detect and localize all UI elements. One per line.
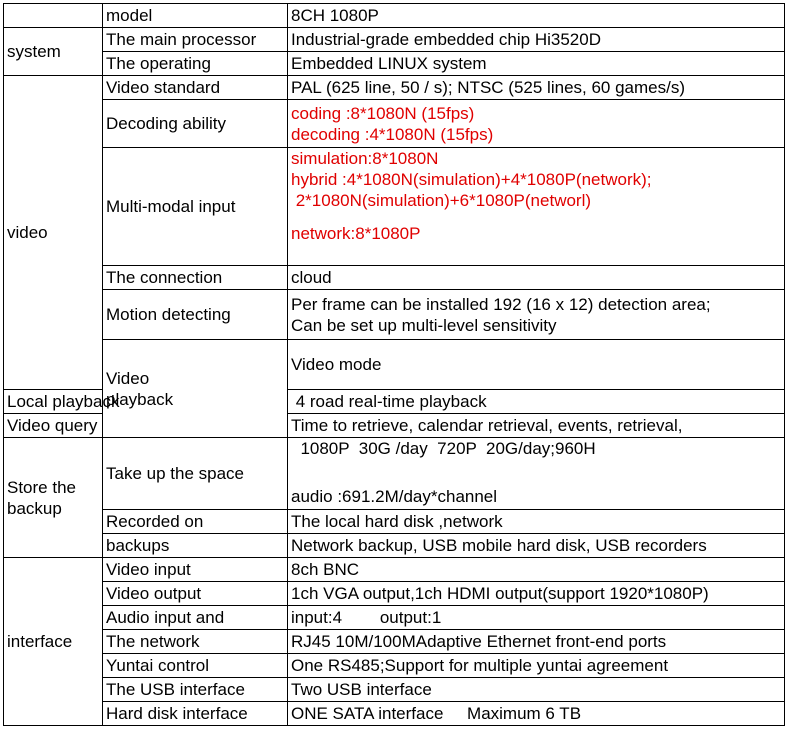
spec-value-decoding	[288, 100, 785, 148]
spec-label: Local playback	[4, 390, 103, 414]
group-line: playback	[106, 389, 174, 409]
multimodal-line: hybrid :4*1080N(simulation)+4*1080P(network);	[291, 170, 652, 189]
group-cell-system: system	[4, 28, 103, 76]
space-line: 1080P 30G /day 720P 20G/day;960H	[291, 439, 596, 458]
group-cell-playback	[103, 340, 288, 438]
spec-value: ONE SATA interface Maximum 6 TB	[288, 702, 785, 726]
table-row	[4, 4, 785, 28]
spec-value-motion	[288, 290, 785, 340]
spec-label: backups	[103, 534, 288, 558]
spec-label: Audio input and	[103, 606, 288, 630]
spec-label: model	[103, 4, 288, 28]
spec-value: 1ch VGA output,1ch HDMI output(support 1920*1080P)	[288, 582, 785, 606]
table-row	[4, 558, 785, 582]
spec-value: RJ45 10M/100MAdaptive Ethernet front-end ports	[288, 630, 785, 654]
spec-label: Video mode	[288, 340, 785, 390]
spec-label: Recorded on	[103, 510, 288, 534]
table-row	[4, 148, 785, 266]
group-line: Store the	[7, 477, 76, 497]
spec-value: cloud	[288, 266, 785, 290]
spec-label: The main processor	[103, 28, 288, 52]
spec-label: The connection	[103, 266, 288, 290]
table-row	[4, 654, 785, 678]
spec-label: Video query	[4, 414, 103, 438]
decoding-line: decoding :4*1080N (15fps)	[291, 124, 494, 144]
spec-value-multimodal	[288, 148, 785, 266]
table-row	[4, 534, 785, 558]
spec-value: input:4 output:1	[288, 606, 785, 630]
spec-label: Yuntai control	[103, 654, 288, 678]
spec-table	[3, 3, 785, 726]
spec-label: Video input	[103, 558, 288, 582]
spec-value: One RS485;Support for multiple yuntai agreement	[288, 654, 785, 678]
spec-value: The local hard disk ,network	[288, 510, 785, 534]
spec-value: 8ch BNC	[288, 558, 785, 582]
table-row	[4, 438, 785, 510]
spec-label: Multi-modal input	[103, 148, 288, 266]
table-row	[4, 510, 785, 534]
line-spacer	[291, 459, 781, 486]
spec-value-space	[288, 438, 785, 510]
table-row	[4, 266, 785, 290]
multimodal-line: simulation:8*1080N	[291, 149, 439, 168]
table-row	[4, 340, 785, 390]
group-cell-interface: interface	[4, 558, 103, 726]
table-row	[4, 100, 785, 148]
table-row	[4, 28, 785, 52]
line-spacer	[291, 211, 781, 223]
spec-label: Video standard	[103, 76, 288, 100]
spec-label: The USB interface	[103, 678, 288, 702]
motion-line: Can be set up multi-level sensitivity	[291, 315, 557, 335]
spec-value: 8CH 1080P	[288, 4, 785, 28]
spec-label: Decoding ability	[103, 100, 288, 148]
group-cell-video: video	[4, 76, 103, 390]
spec-value: Embedded LINUX system	[288, 52, 785, 76]
table-row	[4, 678, 785, 702]
decoding-line: coding :8*1080N (15fps)	[291, 103, 475, 123]
group-cell-empty	[4, 4, 103, 28]
spec-label: The operating	[103, 52, 288, 76]
spec-value: PAL (625 line, 50 / s); NTSC (525 lines, 60 games/s)	[288, 76, 785, 100]
table-row	[4, 52, 785, 76]
group-line: backup	[7, 498, 62, 518]
table-row	[4, 606, 785, 630]
spec-value: Industrial-grade embedded chip Hi3520D	[288, 28, 785, 52]
table-row	[4, 702, 785, 726]
spec-label: Hard disk interface	[103, 702, 288, 726]
multimodal-line: 2*1080N(simulation)+6*1080P(networl)	[291, 191, 592, 210]
spec-label: The network	[103, 630, 288, 654]
motion-line: Per frame can be installed 192 (16 x 12) detection area;	[291, 294, 711, 314]
spec-value: Network backup, USB mobile hard disk, USB recorders	[288, 534, 785, 558]
group-cell-store	[4, 438, 103, 558]
table-row	[4, 630, 785, 654]
table-row	[4, 76, 785, 100]
space-line: audio :691.2M/day*channel	[291, 487, 498, 506]
group-line: Video	[106, 368, 150, 388]
spec-value: Two USB interface	[288, 678, 785, 702]
multimodal-line: network:8*1080P	[291, 224, 421, 243]
spec-label: Motion detecting	[103, 290, 288, 340]
spec-label: Take up the space	[103, 438, 288, 510]
table-row	[4, 582, 785, 606]
table-row	[4, 290, 785, 340]
spec-value: 4 road real-time playback	[288, 390, 785, 414]
spec-value: Time to retrieve, calendar retrieval, events, retrieval,	[288, 414, 785, 438]
spec-label: Video output	[103, 582, 288, 606]
